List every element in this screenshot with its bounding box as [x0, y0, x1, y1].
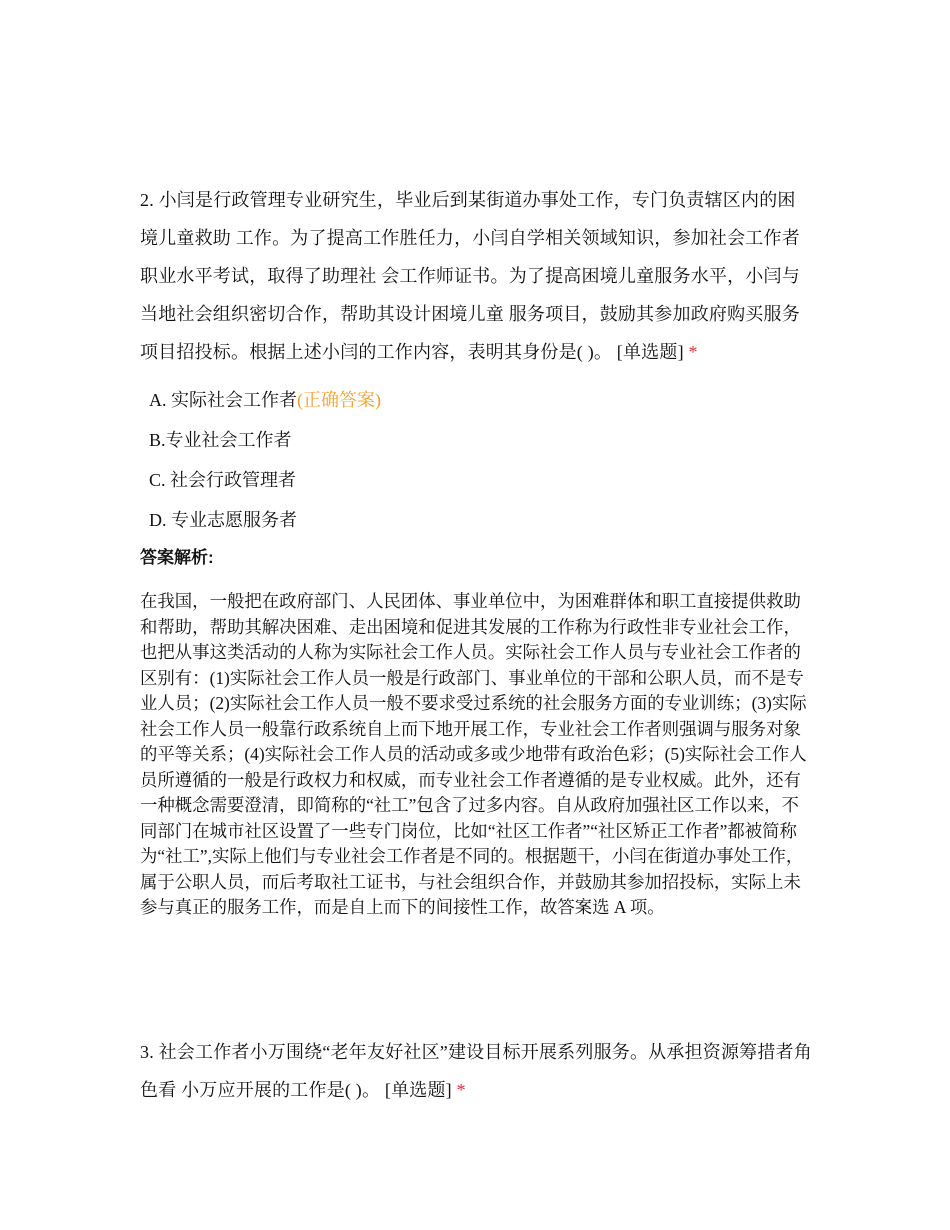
correct-answer-tag: (正确答案)	[297, 390, 381, 410]
option-d-label: D. 专业志愿服务者	[149, 510, 297, 530]
option-b[interactable]	[149, 420, 381, 460]
option-b-label: B.专业社会工作者	[149, 430, 292, 450]
analysis-text: 在我国，一般把在政府部门、人民团体、事业单位中，为困难群体和职工直接提供救助和帮助，帮助其解决困难、走出困境和促进其发展的工作称为行政性非专业社会工作，也把从事这类活动的人称为实际社会工作人员。实际社会工作人员与专业社会工作者的区别有：(1)实际社会工作人员一般是行政部门、事业单位的干部和公职人员，而不是专业人员；(2)实际社会工作人员一般不要求受过系统的社会服务方面的专业训练；(3)实际社会工作人员一般靠行政系统自上而下地开展工作，专业社会工作者则强调与服务对象的平等关系；(4)实际社会工作人员的活动或多或少地带有政治色彩；(5)实际社会工作人员所遵循的一般是行政权力和权威，而专业社会工作者遵循的是专业权威。此外，还有一种概念需要澄清，即简称的“社工”包含了过多内容。自从政府加强社区工作以来，不同部门在城市社区设置了一些专门岗位，比如“社区工作者”“社区矫正工作者”都被简称为“社工”,实际上他们与专业社会工作者是不同的。根据题干，小闫在街道办事处工作，属于公职人员，而后考取社工证书，与社会组织合作，并鼓励其参加招投标，实际上未参与真正的服务工作，而是自上而下的间接性工作，故答案选 A 项。	[140, 591, 807, 917]
option-c[interactable]	[149, 460, 381, 500]
question-2-options	[149, 380, 381, 540]
analysis-title: 答案解析:	[140, 548, 214, 567]
option-c-label: C. 社会行政管理者	[149, 470, 297, 490]
required-mark: *	[688, 342, 698, 362]
option-d[interactable]	[149, 500, 381, 540]
question-3	[140, 1033, 812, 1109]
option-a[interactable]	[149, 380, 381, 420]
question-2-text: 2. 小闫是行政管理专业研究生，毕业后到某街道办事处工作，专门负责辖区内的困境儿童救助 工作。为了提高工作胜任力，小闫自学相关领域知识，参加社会工作者职业水平考试，取得了助理社 会工作师证书。为了提高困境儿童服务水平，小闫与当地社会组织密切合作，帮助其设计困境儿童 服务项目，鼓励其参加政府购买服务项目招投标。根据上述小闫的工作内容，表明其身份是( )。 [单选题]	[140, 190, 800, 362]
required-mark: *	[456, 1080, 466, 1100]
option-a-label: A. 实际社会工作者	[149, 390, 297, 410]
question-2	[140, 181, 812, 371]
question-3-text: 3. 社会工作者小万围绕“老年友好社区”建设目标开展系列服务。从承担资源筹措者角色看 小万应开展的工作是( )。 [单选题]	[140, 1042, 812, 1100]
